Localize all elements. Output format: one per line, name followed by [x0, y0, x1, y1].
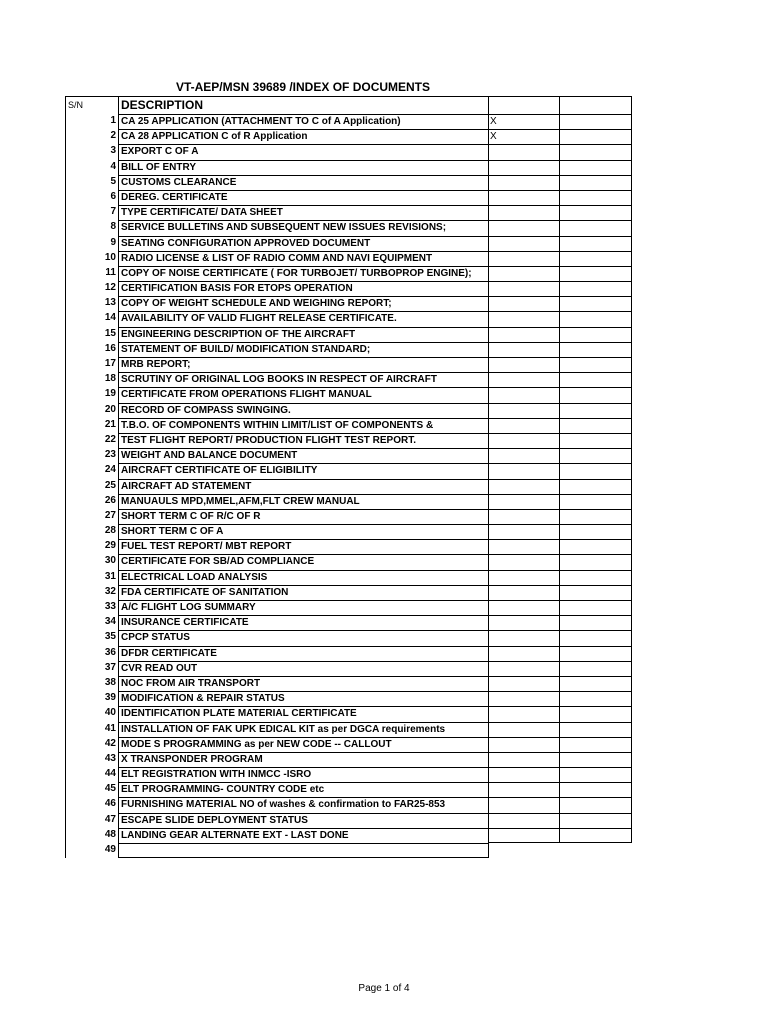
row-extra — [560, 585, 632, 600]
row-number: 42 — [65, 737, 118, 752]
row-number: 38 — [65, 676, 118, 691]
row-number: 17 — [65, 357, 118, 372]
row-description: TEST FLIGHT REPORT/ PRODUCTION FLIGHT TEST REPORT. — [118, 433, 489, 448]
row-extra — [560, 144, 632, 159]
row-description: FDA CERTIFICATE OF SANITATION — [118, 585, 489, 600]
row-description: SHORT TERM C OF A — [118, 524, 489, 539]
row-extra — [560, 463, 632, 478]
row-extra — [560, 220, 632, 235]
row-description: EXPORT C OF A — [118, 144, 489, 159]
row-mark — [489, 342, 560, 357]
row-extra — [560, 752, 632, 767]
row-mark — [489, 175, 560, 190]
row-description: SHORT TERM C OF R/C OF R — [118, 509, 489, 524]
row-extra — [560, 418, 632, 433]
row-extra — [560, 236, 632, 251]
row-extra — [560, 630, 632, 645]
row-extra — [560, 767, 632, 782]
row-description: TYPE CERTIFICATE/ DATA SHEET — [118, 205, 489, 220]
row-mark — [489, 585, 560, 600]
row-mark — [489, 813, 560, 828]
row-mark — [489, 251, 560, 266]
row-mark — [489, 630, 560, 645]
row-mark — [489, 509, 560, 524]
row-description: CA 28 APPLICATION C of R Application — [118, 129, 489, 144]
row-extra — [560, 676, 632, 691]
row-number: 7 — [65, 205, 118, 220]
row-number: 9 — [65, 236, 118, 251]
row-description: ENGINEERING DESCRIPTION OF THE AIRCRAFT — [118, 327, 489, 342]
row-number: 14 — [65, 311, 118, 326]
row-extra — [560, 372, 632, 387]
row-mark — [489, 479, 560, 494]
row-mark — [489, 539, 560, 554]
row-extra — [560, 524, 632, 539]
row-mark — [489, 144, 560, 159]
row-mark — [489, 311, 560, 326]
row-extra — [560, 797, 632, 812]
row-description: ELECTRICAL LOAD ANALYSIS — [118, 570, 489, 585]
row-number: 41 — [65, 722, 118, 737]
row-number: 8 — [65, 220, 118, 235]
row-mark: X — [489, 114, 560, 129]
row-number: 40 — [65, 706, 118, 721]
row-number: 11 — [65, 266, 118, 281]
row-number: 24 — [65, 463, 118, 478]
document-title: VT-AEP/MSN 39689 /INDEX OF DOCUMENTS — [175, 80, 431, 94]
row-extra — [560, 615, 632, 630]
row-extra — [560, 813, 632, 828]
row-number: 30 — [65, 554, 118, 569]
row-number: 15 — [65, 327, 118, 342]
row-number: 20 — [65, 403, 118, 418]
row-number: 49 — [65, 843, 118, 858]
row-number: 16 — [65, 342, 118, 357]
row-extra — [560, 190, 632, 205]
row-mark — [489, 418, 560, 433]
row-description: AIRCRAFT CERTIFICATE OF ELIGIBILITY — [118, 463, 489, 478]
row-mark — [489, 767, 560, 782]
row-mark — [489, 615, 560, 630]
row-mark — [489, 494, 560, 509]
row-description: ELT PROGRAMMING- COUNTRY CODE etc — [118, 782, 489, 797]
row-description: ESCAPE SLIDE DEPLOYMENT STATUS — [118, 813, 489, 828]
row-mark — [489, 448, 560, 463]
row-extra — [560, 357, 632, 372]
page-number: Page 1 of 4 — [358, 983, 410, 994]
row-description — [118, 843, 489, 858]
row-number: 19 — [65, 387, 118, 402]
row-number: 10 — [65, 251, 118, 266]
row-description: MRB REPORT; — [118, 357, 489, 372]
sn-header: S/N — [65, 96, 118, 114]
row-number: 45 — [65, 782, 118, 797]
column-4-header — [560, 96, 632, 114]
row-mark — [489, 160, 560, 175]
row-number: 18 — [65, 372, 118, 387]
row-number: 25 — [65, 479, 118, 494]
row-number: 21 — [65, 418, 118, 433]
row-extra — [560, 479, 632, 494]
row-number: 3 — [65, 144, 118, 159]
row-description: STATEMENT OF BUILD/ MODIFICATION STANDARD; — [118, 342, 489, 357]
row-description: CA 25 APPLICATION (ATTACHMENT TO C of A Application) — [118, 114, 489, 129]
row-number: 43 — [65, 752, 118, 767]
row-description: LANDING GEAR ALTERNATE EXT - LAST DONE — [118, 828, 489, 843]
row-number: 46 — [65, 797, 118, 812]
row-extra — [560, 205, 632, 220]
row-description: SERVICE BULLETINS AND SUBSEQUENT NEW ISSUES REVISIONS; — [118, 220, 489, 235]
row-extra — [560, 327, 632, 342]
row-extra — [560, 403, 632, 418]
row-mark — [489, 236, 560, 251]
row-extra — [560, 433, 632, 448]
row-description: MODIFICATION & REPAIR STATUS — [118, 691, 489, 706]
row-description: CPCP STATUS — [118, 630, 489, 645]
row-description: INSURANCE CERTIFICATE — [118, 615, 489, 630]
row-mark — [489, 600, 560, 615]
row-mark — [489, 646, 560, 661]
row-mark — [489, 463, 560, 478]
row-mark — [489, 752, 560, 767]
row-description: T.B.O. OF COMPONENTS WITHIN LIMIT/LIST OF COMPONENTS & — [118, 418, 489, 433]
row-description: CERTIFICATION BASIS FOR ETOPS OPERATION — [118, 281, 489, 296]
row-number: 31 — [65, 570, 118, 585]
row-mark — [489, 737, 560, 752]
row-mark — [489, 828, 560, 843]
row-mark — [489, 691, 560, 706]
row-extra — [560, 706, 632, 721]
row-mark — [489, 357, 560, 372]
row-description: DFDR CERTIFICATE — [118, 646, 489, 661]
row-description: NOC FROM AIR TRANSPORT — [118, 676, 489, 691]
row-mark — [489, 296, 560, 311]
row-extra — [560, 160, 632, 175]
row-number: 37 — [65, 661, 118, 676]
row-description: WEIGHT AND BALANCE DOCUMENT — [118, 448, 489, 463]
row-description: MODE S PROGRAMMING as per NEW CODE -- CALLOUT — [118, 737, 489, 752]
row-extra — [560, 251, 632, 266]
row-description: A/C FLIGHT LOG SUMMARY — [118, 600, 489, 615]
row-description: COPY OF WEIGHT SCHEDULE AND WEIGHING REPORT; — [118, 296, 489, 311]
row-mark — [489, 706, 560, 721]
row-mark — [489, 327, 560, 342]
row-number: 4 — [65, 160, 118, 175]
row-description: COPY OF NOISE CERTIFICATE ( FOR TURBOJET/ TURBOPROP ENGINE); — [118, 266, 489, 281]
row-number: 1 — [65, 114, 118, 129]
row-description: ELT REGISTRATION WITH INMCC -ISRO — [118, 767, 489, 782]
row-description: CERTIFICATE FROM OPERATIONS FLIGHT MANUAL — [118, 387, 489, 402]
description-header: DESCRIPTION — [118, 96, 489, 114]
column-3-header — [489, 96, 560, 114]
row-mark — [489, 372, 560, 387]
row-number: 47 — [65, 813, 118, 828]
row-description: RADIO LICENSE & LIST OF RADIO COMM AND NAVI EQUIPMENT — [118, 251, 489, 266]
row-description: AVAILABILITY OF VALID FLIGHT RELEASE CERTIFICATE. — [118, 311, 489, 326]
row-description: CERTIFICATE FOR SB/AD COMPLIANCE — [118, 554, 489, 569]
row-number: 48 — [65, 828, 118, 843]
row-extra — [560, 539, 632, 554]
row-mark — [489, 570, 560, 585]
row-number: 44 — [65, 767, 118, 782]
row-mark — [489, 661, 560, 676]
row-number: 23 — [65, 448, 118, 463]
row-description: SEATING CONFIGURATION APPROVED DOCUMENT — [118, 236, 489, 251]
row-number: 35 — [65, 630, 118, 645]
row-number: 39 — [65, 691, 118, 706]
row-description: MANUAULS MPD,MMEL,AFM,FLT CREW MANUAL — [118, 494, 489, 509]
row-mark — [489, 722, 560, 737]
row-number: 6 — [65, 190, 118, 205]
row-number: 5 — [65, 175, 118, 190]
row-number: 28 — [65, 524, 118, 539]
row-extra — [560, 281, 632, 296]
row-number: 27 — [65, 509, 118, 524]
row-description: DEREG. CERTIFICATE — [118, 190, 489, 205]
row-number: 36 — [65, 646, 118, 661]
row-description: SCRUTINY OF ORIGINAL LOG BOOKS IN RESPECT OF AIRCRAFT — [118, 372, 489, 387]
row-number: 12 — [65, 281, 118, 296]
row-extra — [560, 691, 632, 706]
row-description: FUEL TEST REPORT/ MBT REPORT — [118, 539, 489, 554]
row-description: INSTALLATION OF FAK UPK EDICAL KIT as per DGCA requirements — [118, 722, 489, 737]
row-mark — [489, 220, 560, 235]
row-extra — [560, 646, 632, 661]
row-number: 33 — [65, 600, 118, 615]
row-extra — [560, 296, 632, 311]
row-mark — [489, 524, 560, 539]
row-extra — [560, 737, 632, 752]
row-description: CVR READ OUT — [118, 661, 489, 676]
row-description: AIRCRAFT AD STATEMENT — [118, 479, 489, 494]
row-mark — [489, 433, 560, 448]
row-number: 13 — [65, 296, 118, 311]
row-extra — [560, 175, 632, 190]
row-description: IDENTIFICATION PLATE MATERIAL CERTIFICATE — [118, 706, 489, 721]
row-extra — [560, 661, 632, 676]
row-extra — [560, 114, 632, 129]
row-mark — [489, 797, 560, 812]
row-extra — [560, 129, 632, 144]
row-number: 26 — [65, 494, 118, 509]
row-mark — [489, 205, 560, 220]
row-mark — [489, 676, 560, 691]
row-description: BILL OF ENTRY — [118, 160, 489, 175]
row-extra — [560, 782, 632, 797]
row-extra — [560, 494, 632, 509]
row-extra — [560, 311, 632, 326]
row-extra — [560, 448, 632, 463]
row-number: 34 — [65, 615, 118, 630]
row-mark — [489, 266, 560, 281]
row-mark: X — [489, 129, 560, 144]
row-extra — [560, 722, 632, 737]
row-number: 32 — [65, 585, 118, 600]
row-extra — [560, 570, 632, 585]
row-extra — [560, 600, 632, 615]
row-extra — [560, 509, 632, 524]
row-description: X TRANSPONDER PROGRAM — [118, 752, 489, 767]
row-extra — [560, 828, 632, 843]
row-extra — [560, 342, 632, 357]
row-number: 2 — [65, 129, 118, 144]
row-description: RECORD OF COMPASS SWINGING. — [118, 403, 489, 418]
row-mark — [489, 403, 560, 418]
row-number: 29 — [65, 539, 118, 554]
row-extra — [560, 554, 632, 569]
row-description: CUSTOMS CLEARANCE — [118, 175, 489, 190]
row-mark — [489, 387, 560, 402]
row-mark — [489, 281, 560, 296]
row-description: FURNISHING MATERIAL NO of washes & confirmation to FAR25-853 — [118, 797, 489, 812]
row-extra — [560, 266, 632, 281]
row-number: 22 — [65, 433, 118, 448]
row-mark — [489, 782, 560, 797]
row-mark — [489, 190, 560, 205]
row-mark — [489, 554, 560, 569]
row-extra — [560, 387, 632, 402]
